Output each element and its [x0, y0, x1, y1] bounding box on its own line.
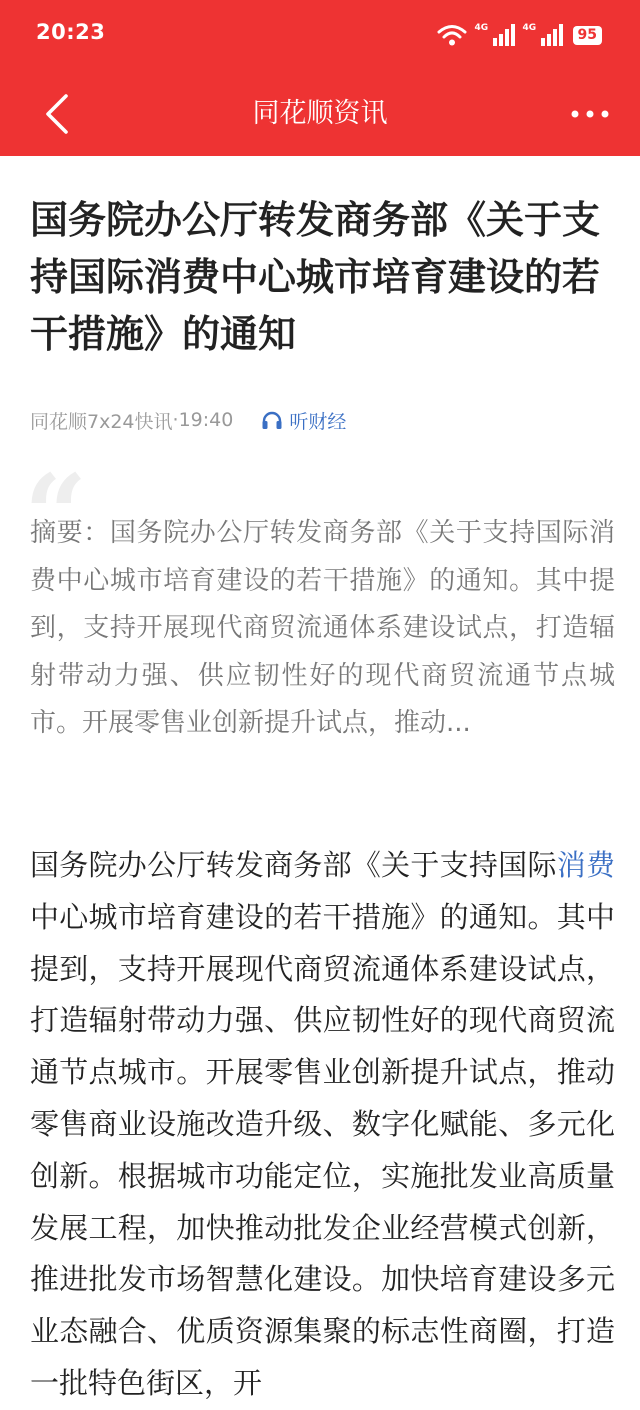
status-icons: [437, 20, 602, 50]
network-type-label-2: 4G: [522, 23, 537, 33]
article-body: [30, 840, 615, 1410]
battery-indicator: 95: [573, 26, 602, 45]
quote-mark-icon: “: [24, 450, 88, 579]
listen-label: 听财经: [289, 410, 347, 433]
article-source: 同花顺7x24快讯: [30, 410, 173, 433]
headphones-icon: [261, 410, 283, 430]
cellular-signal-icon-2: [523, 22, 563, 48]
article-meta: [30, 405, 346, 435]
cellular-signal-icon: [475, 22, 515, 48]
more-dots-icon: [570, 106, 610, 122]
body-text-prefix: 国务院办公厅转发商务部《关于支持国际: [30, 848, 557, 882]
page-title: 同花顺资讯: [252, 98, 388, 129]
article-title: 国务院办公厅转发商务部《关于支持国际消费中心城市培育建设的若干措施》的通知: [30, 198, 601, 356]
article-time: 19:40: [178, 409, 234, 431]
article-summary: 摘要：国务院办公厅转发商务部《关于支持国际消费中心城市培育建设的若干措施》的通知。其中提到，支持开展现代商贸流通体系建设试点，打造辐射带动力强、供应韧性好的现代商贸流通节点城市。开展零售业创新提升试点，推动...: [30, 518, 615, 739]
app-header: [0, 0, 640, 156]
listen-button[interactable]: [261, 407, 346, 434]
body-text-rest: 中心城市培育建设的若干措施》的通知。其中提到，支持开展现代商贸流通体系建设试点，打造辐射带动力强、供应韧性好的现代商贸流通节点城市。开展零售业创新提升试点，推动零售商业设施改造升级、数字化赋能、多元化创新。根据城市功能定位，实施批发业高质量发展工程，加快推动批发企业经营模式创新，推进批发市场智慧化建设。加快培育建设多元业态融合、优质资源集聚的标志性商圈，打造一批特色街区，开: [30, 899, 615, 1400]
keyword-link[interactable]: 消费: [556, 848, 615, 882]
wifi-icon: [437, 23, 467, 47]
meta-separator: ·: [172, 409, 179, 431]
network-type-label: 4G: [474, 23, 489, 33]
status-time: 20:23: [36, 20, 106, 44]
more-button[interactable]: [570, 106, 610, 122]
